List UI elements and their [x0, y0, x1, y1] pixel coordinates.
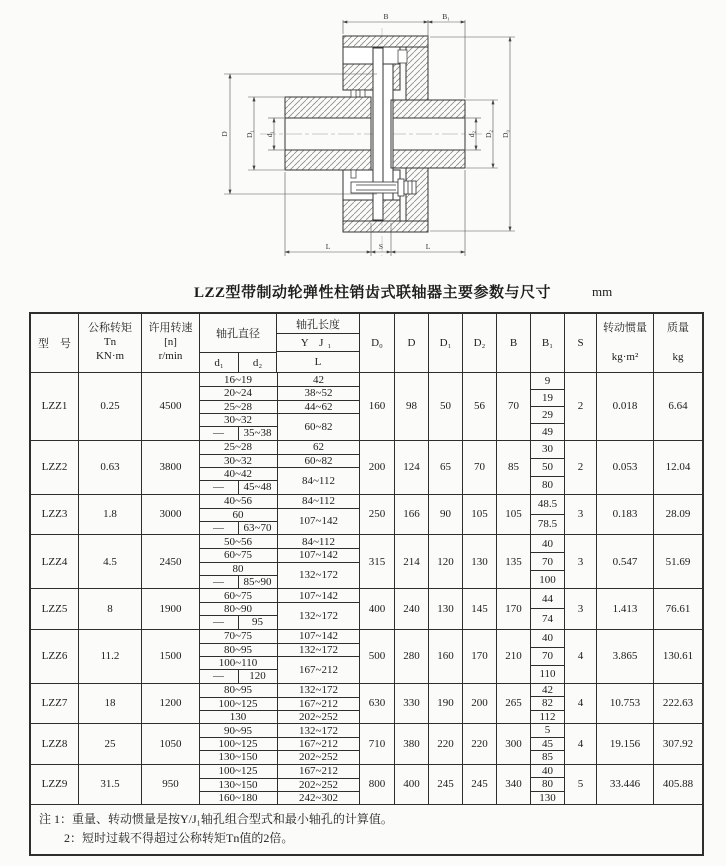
cell-speed: 1050	[141, 724, 199, 764]
cell-length: 167~212	[277, 697, 360, 710]
cell-model: LZZ5	[41, 602, 68, 615]
cell-length: 107~142	[277, 589, 360, 602]
cell-D: 214	[394, 535, 428, 588]
cell-S: 3	[564, 589, 596, 629]
table-row	[31, 440, 702, 494]
cell-bore-range: 80~90	[200, 602, 277, 615]
cell-D1: 130	[428, 589, 462, 629]
dim-label-L-right: L	[425, 242, 431, 251]
cell-S: 3	[564, 495, 596, 535]
cell-D1: 50	[428, 373, 462, 440]
dim-label-d1: d₁	[265, 130, 274, 138]
cell-D0: 200	[359, 441, 394, 494]
cell-inertia: 19.156	[596, 724, 653, 764]
header-bore-diameter	[199, 314, 276, 372]
table-row	[31, 764, 702, 805]
cell-B1-value: 85	[531, 750, 564, 764]
header-speed	[141, 314, 199, 372]
table-row	[31, 588, 702, 629]
cell-length: 107~142	[277, 548, 360, 561]
cell-length: 60~82	[277, 413, 360, 440]
cell-inertia: 0.053	[596, 441, 653, 494]
cell-B1-value: 110	[531, 665, 564, 683]
header-inertia	[596, 314, 653, 372]
dim-label-D1: D₁	[245, 129, 254, 139]
cell-length: 132~172	[277, 562, 360, 589]
cell-bore-range: 40~56	[224, 495, 252, 508]
cell-inertia: 0.018	[596, 373, 653, 440]
header-D: D	[394, 314, 428, 372]
cell-bore-range: 60~75	[200, 548, 277, 561]
cell-torque: 0.63	[78, 441, 141, 494]
table-row	[31, 683, 702, 724]
cell-torque: 31.5	[78, 765, 141, 805]
header-d1: d₁	[214, 356, 224, 369]
header-D1: D₁	[428, 314, 462, 372]
cell-D: 124	[394, 441, 428, 494]
cell-B: 340	[496, 765, 530, 805]
cell-B: 70	[496, 373, 530, 440]
cell-inertia: 0.547	[596, 535, 653, 588]
cell-bore-range: 130	[200, 710, 277, 723]
header-d2: d₂	[238, 353, 276, 372]
cell-length: 132~172	[277, 643, 360, 656]
cell-B1-value: 9	[544, 374, 551, 387]
cell-B1-value: 100	[531, 570, 564, 588]
dim-label-d2: d₂	[467, 130, 476, 138]
bore-length-block	[199, 441, 359, 494]
cell-bore-d1: —	[200, 521, 238, 534]
cell-B1-value: 82	[531, 696, 564, 710]
cell-B: 105	[496, 495, 530, 535]
cell-mass: 307.92	[653, 724, 702, 764]
cell-B1-value: 80	[531, 777, 564, 791]
cell-mass: 222.63	[653, 684, 702, 724]
cell-length: 84~112	[277, 535, 360, 548]
bore-length-block	[199, 765, 359, 805]
bore-length-block	[199, 535, 359, 588]
cell-bore-range: 100~125	[200, 697, 277, 710]
coupling-section-drawing	[210, 4, 528, 266]
cell-B1	[530, 535, 564, 588]
cell-S: 4	[564, 684, 596, 724]
header-bore-diameter-label: 轴孔直径	[216, 328, 260, 340]
cell-mass: 51.69	[653, 535, 702, 588]
unit-label: mm	[592, 284, 613, 299]
cell-bore-d2: 120	[238, 669, 277, 682]
cell-D2: 170	[462, 630, 496, 683]
cell-D1: 220	[428, 724, 462, 764]
header-yj1: Y J₁	[277, 333, 359, 351]
dim-label-D0: D₀	[501, 129, 510, 139]
cell-D: 166	[394, 495, 428, 535]
table-row	[31, 372, 702, 440]
cell-length: 60~82	[277, 454, 360, 467]
table-row	[31, 723, 702, 764]
cell-D2: 220	[462, 724, 496, 764]
cell-B1-value: 40	[542, 537, 553, 550]
cell-bore-d1: —	[200, 426, 238, 439]
header-bore-length	[276, 314, 359, 372]
cell-bore-range: 30~32	[200, 454, 277, 467]
page-title: LZZ型带制动轮弹性柱销齿式联轴器主要参数与尺寸	[194, 285, 552, 301]
cell-B1-value: 70	[531, 647, 564, 665]
cell-B: 85	[496, 441, 530, 494]
cell-model: LZZ6	[41, 650, 68, 662]
cell-inertia: 1.413	[596, 589, 653, 629]
cell-model: LZZ4	[41, 555, 68, 568]
header-bore-diameter-sub	[200, 352, 276, 372]
cell-D2: 245	[462, 765, 496, 805]
cell-D2: 105	[462, 495, 496, 535]
cell-speed: 3000	[141, 495, 199, 535]
header-inertia-l2: kg·m²	[611, 351, 639, 364]
cell-bore-range: 130~150	[200, 778, 277, 791]
header-torque-l1: 公称转矩	[88, 322, 132, 335]
cell-B: 170	[496, 589, 530, 629]
header-mass-l1: 质量	[667, 322, 689, 335]
bore-length-block	[199, 630, 359, 683]
cell-length: 38~52	[277, 386, 360, 399]
cell-inertia: 33.446	[596, 765, 653, 805]
cell-B1	[530, 765, 564, 805]
cell-bore-range: 80~95	[224, 684, 252, 697]
cell-S: 4	[564, 724, 596, 764]
cell-bore-range: 160~180	[200, 791, 277, 804]
cell-S: 3	[564, 535, 596, 588]
cell-bore-range: 60	[200, 508, 277, 521]
cell-bore-range: 100~125	[200, 737, 277, 750]
bore-length-block	[199, 373, 359, 440]
cell-torque: 0.25	[78, 373, 141, 440]
cell-S: 4	[564, 630, 596, 683]
cell-B: 265	[496, 684, 530, 724]
cell-D0: 630	[359, 684, 394, 724]
cell-S: 5	[564, 765, 596, 805]
table-header	[31, 314, 702, 372]
cell-D1: 160	[428, 630, 462, 683]
header-mass	[653, 314, 702, 372]
header-torque	[78, 314, 141, 372]
cell-inertia: 3.865	[596, 630, 653, 683]
cell-length: 107~142	[277, 630, 360, 643]
table-row	[31, 534, 702, 588]
cell-B1	[530, 630, 564, 683]
cell-B1-value: 5	[544, 724, 551, 737]
header-inertia-l1: 转动惯量	[603, 322, 647, 335]
cell-length: 202~252	[277, 710, 360, 723]
table-row	[31, 494, 702, 535]
cell-B: 210	[496, 630, 530, 683]
cell-torque: 1.8	[78, 495, 141, 535]
cell-B1	[530, 441, 564, 494]
cell-B1-value: 70	[531, 552, 564, 570]
cell-length: 242~302	[277, 791, 360, 804]
table-row	[31, 629, 702, 683]
cell-speed: 3800	[141, 441, 199, 494]
header-torque-l3: KN·m	[95, 349, 125, 362]
cell-bore-range: 100~110	[200, 656, 277, 669]
cell-length: 167~212	[277, 765, 360, 778]
cell-D1: 120	[428, 535, 462, 588]
bore-length-block	[199, 495, 359, 535]
cell-torque: 8	[78, 589, 141, 629]
cell-bore-range: 50~56	[224, 535, 252, 548]
cell-length: 167~212	[277, 656, 360, 683]
cell-D0: 315	[359, 535, 394, 588]
cell-bore-range: 80~95	[200, 643, 277, 656]
cell-length: 167~212	[277, 737, 360, 750]
cell-mass: 130.61	[653, 630, 702, 683]
cell-B: 135	[496, 535, 530, 588]
table-notes	[31, 804, 702, 854]
cell-B1	[530, 589, 564, 629]
cell-torque: 18	[78, 684, 141, 724]
cell-speed: 2450	[141, 535, 199, 588]
cell-B1-value: 45	[531, 737, 564, 751]
cell-D2: 200	[462, 684, 496, 724]
cell-D2: 130	[462, 535, 496, 588]
header-torque-l2: Tn	[103, 336, 117, 349]
header-model-label: 型 号	[38, 338, 71, 350]
dim-label-B1: B₁	[442, 12, 450, 21]
cell-bore-d2: 63~70	[238, 521, 277, 534]
cell-B1-value: 40	[542, 764, 553, 777]
cell-model: LZZ3	[41, 508, 68, 521]
cell-model: LZZ8	[41, 737, 68, 750]
cell-B1-value: 48.5	[537, 498, 558, 511]
spec-table	[29, 312, 704, 856]
header-L: L	[277, 351, 359, 372]
cell-model: LZZ1	[41, 400, 68, 413]
dim-label-L-left: L	[325, 242, 331, 251]
dim-label-B: B	[383, 12, 389, 21]
cell-D1: 65	[428, 441, 462, 494]
cell-length: 202~252	[277, 778, 360, 791]
cell-B1-value: 130	[531, 791, 564, 805]
cell-B1-value: 40	[542, 632, 553, 644]
cell-length: 42	[277, 373, 360, 386]
cell-D0: 400	[359, 589, 394, 629]
cell-B1	[530, 684, 564, 724]
cell-bore-d2: 95	[238, 615, 277, 628]
cell-D2: 145	[462, 589, 496, 629]
cell-model: LZZ9	[41, 778, 68, 791]
cell-bore-d2: 45~48	[238, 480, 277, 493]
dim-label-D: D	[220, 131, 229, 137]
header-model	[31, 314, 78, 372]
cell-D2: 56	[462, 373, 496, 440]
cell-B1-value: 80	[531, 476, 564, 494]
cell-model: LZZ7	[41, 697, 68, 710]
cell-bore-range: 70~75	[224, 630, 252, 643]
note-line-1: 注 1：重量、转动惯量是按Y/J₁轴孔组合型式和最小轴孔的计算值。	[39, 812, 393, 826]
table-body	[31, 372, 702, 804]
cell-B1-value: 112	[531, 710, 564, 724]
cell-inertia: 10.753	[596, 684, 653, 724]
cell-speed: 1200	[141, 684, 199, 724]
cell-bore-d1: —	[200, 575, 238, 588]
dim-label-S: S	[378, 242, 384, 251]
cell-model: LZZ2	[41, 461, 68, 473]
cell-D0: 160	[359, 373, 394, 440]
cell-D: 330	[394, 684, 428, 724]
cell-speed: 4500	[141, 373, 199, 440]
cell-torque: 11.2	[78, 630, 141, 683]
cell-bore-range: 90~95	[224, 724, 252, 737]
cell-length: 132~172	[277, 684, 360, 697]
cell-B1-value: 30	[542, 443, 553, 455]
cell-bore-range: 20~24	[200, 386, 277, 399]
cell-mass: 12.04	[653, 441, 702, 494]
cell-mass: 405.88	[653, 765, 702, 805]
header-speed-l1: 许用转速	[148, 322, 193, 335]
drawing-area	[210, 4, 726, 271]
cell-torque: 4.5	[78, 535, 141, 588]
cell-length: 44~62	[277, 400, 360, 413]
cell-D: 400	[394, 765, 428, 805]
cell-S: 2	[564, 441, 596, 494]
cell-bore-range: 60~75	[224, 589, 252, 602]
cell-length: 132~172	[277, 602, 360, 628]
cell-bore-range: 130~150	[200, 750, 277, 763]
note-line-2: 2：短时过载不得超过公称转矩Tn值的2倍。	[64, 830, 294, 845]
cell-bore-d2: 35~38	[238, 426, 277, 439]
header-mass-l2: kg	[672, 351, 684, 364]
header-S: S	[564, 314, 596, 372]
cell-B1	[530, 495, 564, 535]
cell-D2: 70	[462, 441, 496, 494]
cell-bore-range: 40~42	[200, 467, 277, 480]
header-B1: B₁	[530, 314, 564, 372]
bore-length-block	[199, 589, 359, 629]
cell-length: 84~112	[277, 467, 360, 494]
cell-B1-value: 44	[542, 592, 553, 605]
cell-bore-d2: 85~90	[238, 575, 277, 588]
cell-speed: 950	[141, 765, 199, 805]
cell-B1	[530, 724, 564, 764]
cell-bore-range: 16~19	[224, 373, 252, 386]
bore-length-block	[199, 684, 359, 724]
cell-bore-range: 100~125	[218, 765, 258, 778]
title-row	[0, 279, 726, 305]
cell-bore-range: 25~28	[224, 441, 252, 454]
cell-D: 380	[394, 724, 428, 764]
header-B: B	[496, 314, 530, 372]
cell-bore-range: 25~28	[200, 400, 277, 413]
cell-B: 300	[496, 724, 530, 764]
cell-D1: 90	[428, 495, 462, 535]
cell-D: 280	[394, 630, 428, 683]
cell-B1-value: 49	[531, 423, 564, 440]
cell-B1	[530, 373, 564, 440]
cell-B1-value: 42	[542, 683, 553, 696]
cell-length: 202~252	[277, 750, 360, 763]
cell-inertia: 0.183	[596, 495, 653, 535]
cell-D1: 245	[428, 765, 462, 805]
cell-D0: 800	[359, 765, 394, 805]
bore-length-block	[199, 724, 359, 764]
cell-bore-d1: —	[200, 669, 238, 682]
cell-D0: 500	[359, 630, 394, 683]
cell-speed: 1900	[141, 589, 199, 629]
header-speed-l2: [n]	[164, 336, 177, 349]
header-D0: D₀	[359, 314, 394, 372]
cell-mass: 28.09	[653, 495, 702, 535]
cell-bore-range: 80	[200, 562, 277, 575]
cell-B1-value: 78.5	[531, 514, 564, 534]
header-bore-length-label: 轴孔长度	[296, 318, 340, 331]
header-D2: D₂	[462, 314, 496, 372]
cell-B1-value: 19	[531, 389, 564, 406]
cell-D0: 710	[359, 724, 394, 764]
cell-mass: 76.61	[653, 589, 702, 629]
header-speed-l3: r/min	[158, 349, 183, 362]
cell-D: 240	[394, 589, 428, 629]
cell-length: 132~172	[277, 724, 360, 737]
cell-B1-value: 29	[531, 406, 564, 423]
dim-label-D2: D₂	[484, 129, 493, 139]
cell-length: 107~142	[277, 508, 360, 534]
cell-length: 62	[277, 441, 360, 454]
cell-mass: 6.64	[653, 373, 702, 440]
cell-B1-value: 74	[531, 608, 564, 628]
cell-bore-d1: —	[200, 615, 238, 628]
cell-speed: 1500	[141, 630, 199, 683]
cell-bore-d1: —	[200, 480, 238, 493]
cell-D0: 250	[359, 495, 394, 535]
cell-bore-range: 30~32	[200, 413, 277, 426]
cell-D1: 190	[428, 684, 462, 724]
cell-torque: 25	[78, 724, 141, 764]
cell-D: 98	[394, 373, 428, 440]
cell-length: 84~112	[277, 495, 360, 508]
cell-S: 2	[564, 373, 596, 440]
cell-B1-value: 50	[531, 458, 564, 476]
